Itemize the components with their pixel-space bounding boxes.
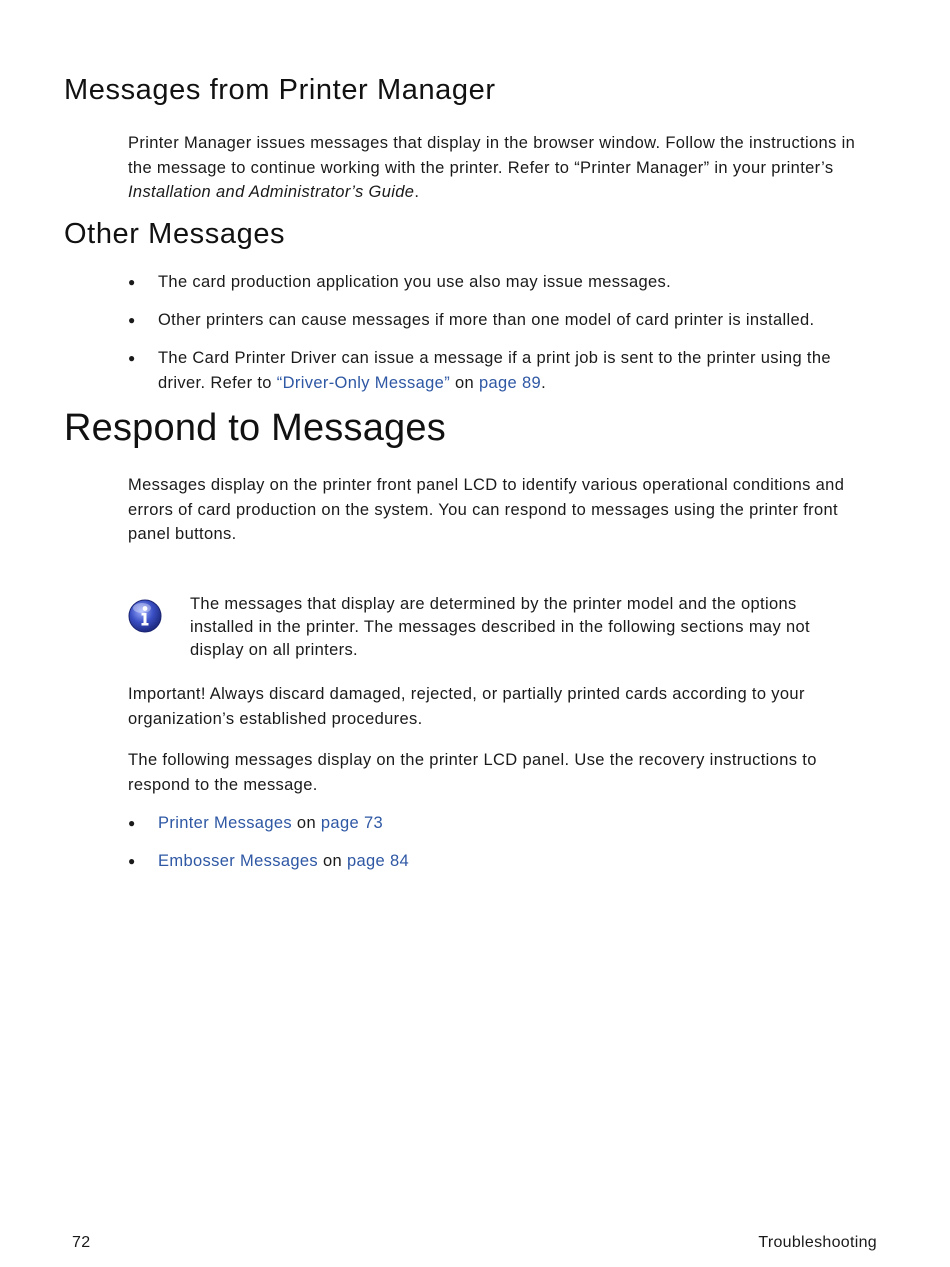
printer-manager-paragraph <box>128 131 878 205</box>
list-item-text <box>158 849 878 874</box>
on-text: on <box>291 814 321 832</box>
guide-title: Installation and Administrator’s Guide <box>128 183 415 201</box>
list-item-text: Other printers can cause messages if more than one model of card printer is installed. <box>158 311 815 329</box>
footer-section-name: Troubleshooting <box>758 1234 877 1251</box>
following-paragraph: The following messages display on the printer LCD panel. Use the recovery instructions to respond to the message. <box>128 751 817 794</box>
bullet-icon: ● <box>128 351 136 365</box>
bullet-icon: ● <box>128 313 136 327</box>
driver-text: The Card Printer Driver can issue a message if a print job is sent to the printer using the driver. Refer to <box>158 349 831 392</box>
list-item <box>128 270 878 295</box>
on-text: on <box>450 373 479 392</box>
heading-printer-manager: Messages from Printer Manager <box>64 74 496 106</box>
bullet-icon: ● <box>128 816 136 830</box>
list-item-text <box>158 346 878 395</box>
page-73-link[interactable]: page 73 <box>320 814 383 832</box>
heading-other-messages: Other Messages <box>64 218 286 250</box>
list-item <box>128 849 878 874</box>
bullet-icon: ● <box>128 854 136 868</box>
list-item-text <box>158 811 878 836</box>
list-item <box>128 811 878 836</box>
printer-messages-link[interactable]: Printer Messages <box>158 814 292 832</box>
period: . <box>414 183 420 201</box>
page-number: 72 <box>72 1234 91 1251</box>
page-89-link[interactable]: page 89 <box>478 373 542 392</box>
list-item <box>128 308 878 333</box>
period: . <box>541 373 546 392</box>
list-item <box>128 346 878 395</box>
driver-only-message-link[interactable]: “Driver-Only Message” <box>276 373 451 392</box>
important-paragraph: Important! Always discard damaged, rejected, or partially printed cards according to your organization’s established procedures. <box>128 685 805 728</box>
note-text: The messages that display are determined by the printer model and the options installed in the printer. The messages described in the following sections may not display on all printers. <box>190 595 810 659</box>
embosser-messages-link[interactable]: Embosser Messages <box>158 852 319 870</box>
heading-respond-to-messages: Respond to Messages <box>64 407 446 449</box>
page-84-link[interactable]: page 84 <box>346 852 410 870</box>
on-text: on <box>318 852 347 870</box>
bullet-icon: ● <box>128 275 136 289</box>
info-icon <box>127 598 163 634</box>
list-item-text: The card production application you use also may issue messages. <box>158 273 672 291</box>
printer-manager-text: Printer Manager issues messages that display in the browser window. Follow the instructions in the message to continue working with the printer. Refer to “Printer Manager” in your printer’s <box>128 134 856 177</box>
respond-intro-paragraph: Messages display on the printer front panel LCD to identify various operational conditions and errors of card production on the system. You can respond to messages using the printer front panel buttons. <box>128 476 845 543</box>
